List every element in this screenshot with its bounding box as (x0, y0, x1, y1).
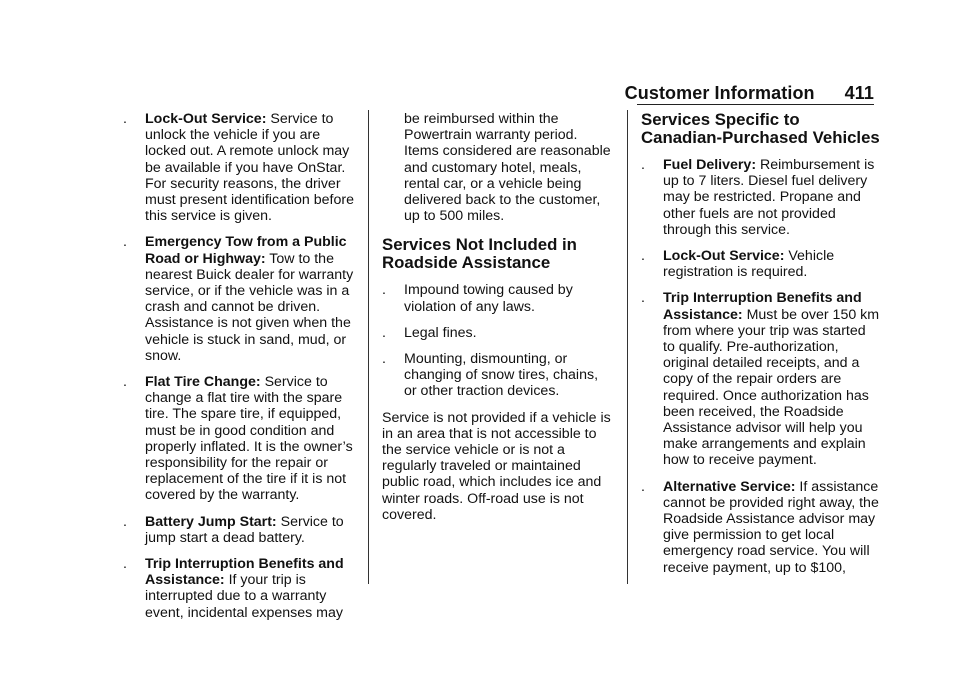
list-item (123, 374, 355, 504)
bullet: . (123, 513, 127, 530)
list-item (641, 479, 881, 576)
bullet: . (123, 111, 127, 127)
item-text: If your trip is interrupted due to a warranty event, incidental expenses may (145, 572, 343, 621)
bullet: . (641, 248, 645, 265)
item-text: If assistance cannot be provided right away, the Roadside Assistance advisor may give permission to get local emergency road service. You will receive payment, up to $100, (663, 478, 879, 576)
list-item (123, 234, 355, 364)
bullet: . (641, 478, 645, 495)
item-label: Trip Interruption Benefits and Assistance: (663, 290, 862, 323)
column-1 (123, 111, 355, 631)
list-item (641, 157, 881, 238)
continued-text: be reimbursed within the Powertrain warranty period. Items considered are reasonable and customary hotel, meals, rental car, or a vehicle being delivered back to the customer, up to 500 miles. (404, 111, 611, 225)
bullet: . (382, 282, 386, 299)
section-heading: Services Not Included in Roadside Assistance (382, 235, 577, 273)
list-item (123, 514, 355, 546)
section-heading: Services Specific to Canadian-Purchased Vehicles (641, 110, 880, 147)
item-text: Service to unlock the vehicle if you are locked out. A remote unlock may be available if you have OnStar. For security reasons, the driver must present identification before this service is given. (145, 111, 354, 225)
item-text: Reimbursement is up to 7 liters. Diesel fuel delivery may be restricted. Propane and other fuels are not provided through this service. (663, 157, 875, 238)
item-text: Service to jump start a dead battery. (145, 513, 344, 546)
item-label: Lock-Out Service: (663, 248, 785, 265)
item-text: Impound towing caused by violation of any laws. (404, 282, 573, 315)
item-label: Fuel Delivery: (663, 157, 757, 173)
item-label: Emergency Tow from a Public Road or Highway: (145, 234, 347, 267)
item-text: Tow to the nearest Buick dealer for warranty service, or if the vehicle was in a crash and cannot be driven. Assistance is not given when the vehicle is stuck in sand, mud, or snow. (145, 250, 354, 364)
item-text: Mounting, dismounting, or changing of snow tires, chains, or other traction devices. (404, 351, 599, 400)
bullet: . (123, 374, 127, 391)
column-divider-1 (368, 110, 369, 584)
item-label: Trip Interruption Benefits and Assistance: (145, 556, 344, 589)
page-header (625, 83, 874, 104)
item-text: Must be over 150 km from where your trip was started to qualify. Pre-authorization, original detailed receipts, and a copy of the repair orders are required. Once authorization has been received, the Roadside Assistance advisor will help you make arrangements and explain how to receive payment. (663, 306, 880, 469)
list-item (382, 351, 612, 400)
column-3 (641, 111, 881, 586)
body-paragraph: Service is not provided if a vehicle is in an area that is not accessible to the service vehicle or is not a regularly traveled or maintained public road, which includes ice and winter roads. Off-road use is not covered. (382, 409, 611, 523)
item-label: Battery Jump Start: (145, 513, 277, 530)
list-item (382, 325, 612, 341)
column-2 (382, 111, 612, 523)
item-text: Service to change a flat tire with the spare tire. The spare tire, if equipped, must be in good condition and properly inflated. It is the owner’s responsibility for the repair or replacement of the tire if it is not covered by the warranty. (145, 374, 353, 504)
list-item (382, 282, 612, 314)
item-label: Lock-Out Service: (145, 111, 267, 127)
list-item (123, 111, 355, 224)
item-label: Flat Tire Change: (145, 374, 261, 391)
section-title: Customer Information (624, 83, 815, 103)
page-number: 411 (844, 83, 874, 103)
bullet: . (641, 157, 645, 173)
bullet: . (641, 290, 645, 307)
item-text: Vehicle registration is required. (663, 248, 835, 281)
list-item (641, 248, 881, 280)
bullet: . (382, 351, 386, 368)
bullet: . (123, 234, 127, 251)
item-text: Legal fines. (404, 324, 477, 341)
item-label: Alternative Service: (663, 478, 796, 495)
list-item (641, 290, 881, 468)
bullet: . (382, 324, 386, 341)
bullet: . (123, 556, 127, 573)
header-rule (637, 104, 874, 105)
column-divider-2 (627, 110, 628, 584)
list-item (123, 556, 355, 621)
